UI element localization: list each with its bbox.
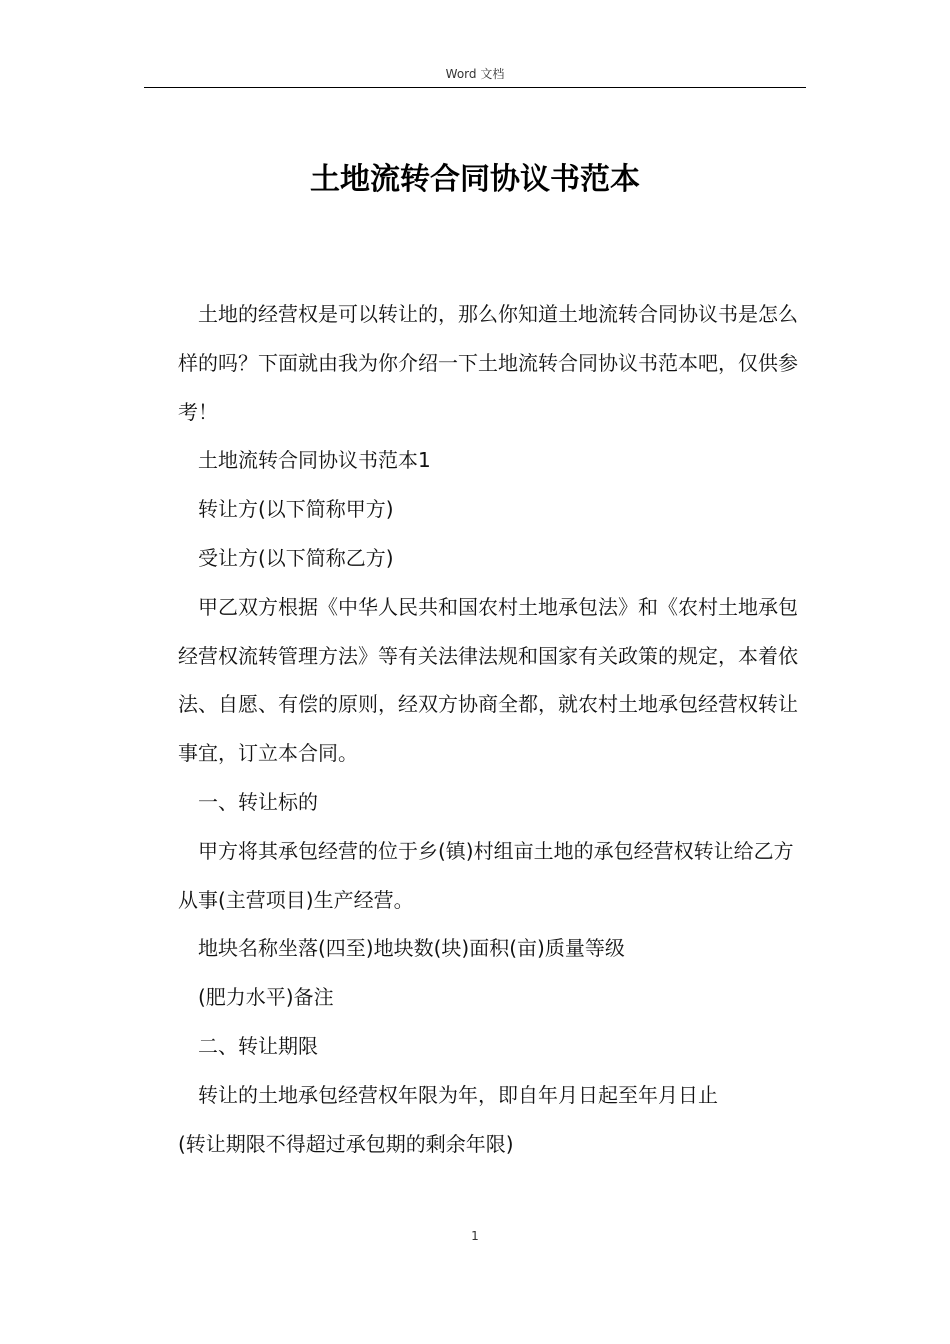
paragraph-term-note: (转让期限不得超过承包期的剩余年限) xyxy=(178,1131,514,1156)
paragraph-transferor: 转让方(以下简称甲方) xyxy=(198,497,394,522)
paragraph-term: 转让的土地承包经营权年限为年，即自年月日起至年月日止 xyxy=(198,1082,718,1107)
paragraph-sample-heading: 土地流转合同协议书范本1 xyxy=(198,448,431,473)
section-heading-term: 二、转让期限 xyxy=(198,1033,318,1058)
paragraph-transferee: 受让方(以下简称乙方) xyxy=(198,545,394,570)
paragraph-basis: 甲乙双方根据《中华人民共和国农村土地承包法》和《农村土地承包经营权流转管理方法》等有关法律法规和国家有关政策的规定，本着依法、自愿、有偿的原则，经双方协商全都，就农村土地承包经营权转让事宜，订立本合同。 xyxy=(178,594,798,766)
document-body xyxy=(178,290,808,1168)
paragraph-plot-fields: 地块名称坐落(四至)地块数(块)面积(亩)质量等级 xyxy=(198,936,625,961)
paragraph-intro: 土地的经营权是可以转让的，那么你知道土地流转合同协议书是怎么样的吗？下面就由我为你介绍一下土地流转合同协议书范本吧，仅供参考！ xyxy=(178,302,798,424)
page-header: Word 文档 xyxy=(445,67,505,81)
paragraph-plot-fields-cont: (肥力水平)备注 xyxy=(198,985,334,1010)
document-title: 土地流转合同协议书范本 xyxy=(310,162,640,197)
header-divider xyxy=(144,87,806,88)
section-heading-subject: 一、转让标的 xyxy=(198,789,318,814)
page-number: 1 xyxy=(471,1229,479,1243)
paragraph-subject: 甲方将其承包经营的位于乡(镇)村组亩土地的承包经营权转让给乙方从事(主营项目)生产经营。 xyxy=(178,838,794,912)
